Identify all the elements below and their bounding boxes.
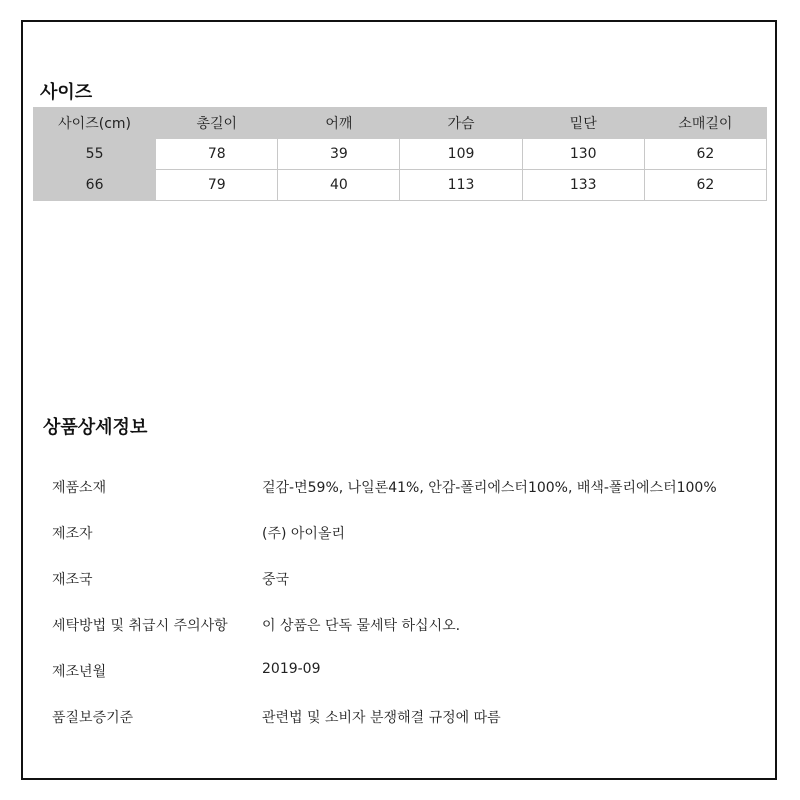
total-length-cell: 78 <box>156 139 278 170</box>
header-shoulder: 어깨 <box>278 108 400 139</box>
detail-value: 관련법 및 소비자 분쟁해결 규정에 따름 <box>262 710 501 726</box>
detail-value: 이 상품은 단독 물세탁 하십시오. <box>262 618 461 634</box>
header-chest: 가슴 <box>400 108 522 139</box>
detail-row-manufacture-date <box>0 661 800 681</box>
detail-row-country <box>0 569 800 589</box>
header-total-length: 총길이 <box>156 108 278 139</box>
size-table-header-row <box>34 108 767 139</box>
detail-label: 품질보증기준 <box>52 710 134 726</box>
size-cell: 66 <box>34 170 156 201</box>
detail-value: 2019-09 <box>262 661 321 677</box>
detail-row-care <box>0 615 800 635</box>
header-sleeve-length: 소매길이 <box>644 108 766 139</box>
hem-cell: 130 <box>522 139 644 170</box>
detail-row-warranty <box>0 707 800 727</box>
detail-value: (주) 아이올리 <box>262 526 345 542</box>
table-row <box>34 170 767 201</box>
size-section-title: 사이즈 <box>40 82 93 103</box>
detail-value: 중국 <box>262 572 290 588</box>
header-hem: 밑단 <box>522 108 644 139</box>
hem-cell: 133 <box>522 170 644 201</box>
sleeve-length-cell: 62 <box>644 139 766 170</box>
detail-value: 겉감-면59%, 나일론41%, 안감-폴리에스터100%, 배색-폴리에스터100% <box>262 480 717 496</box>
total-length-cell: 79 <box>156 170 278 201</box>
shoulder-cell: 39 <box>278 139 400 170</box>
detail-label: 제품소재 <box>52 480 107 496</box>
detail-label: 재조국 <box>52 572 93 588</box>
sleeve-length-cell: 62 <box>644 170 766 201</box>
chest-cell: 113 <box>400 170 522 201</box>
size-table <box>33 107 767 201</box>
chest-cell: 109 <box>400 139 522 170</box>
detail-label: 세탁방법 및 취급시 주의사항 <box>52 618 228 634</box>
header-size: 사이즈(cm) <box>34 108 156 139</box>
shoulder-cell: 40 <box>278 170 400 201</box>
detail-label: 제조자 <box>52 526 93 542</box>
table-row <box>34 139 767 170</box>
detail-row-material <box>0 477 800 497</box>
size-cell: 55 <box>34 139 156 170</box>
detail-row-manufacturer <box>0 523 800 543</box>
detail-label: 제조년월 <box>52 664 107 680</box>
detail-section-title: 상품상세정보 <box>43 417 148 438</box>
